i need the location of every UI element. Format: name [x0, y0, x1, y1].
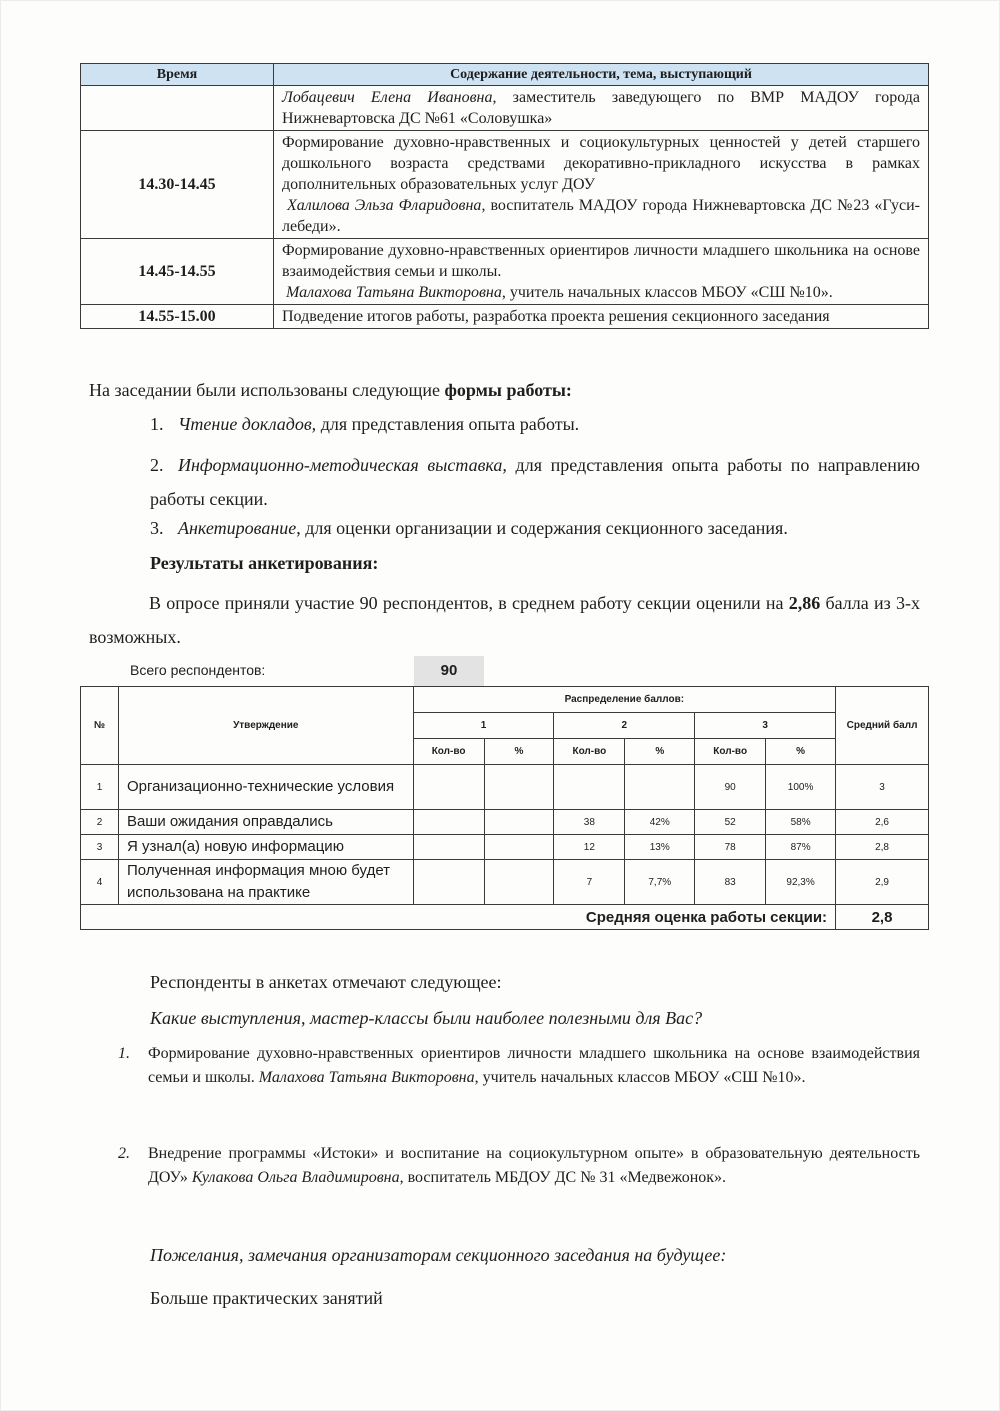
feedback-item: 2. Внедрение программы «Истоки» и воспитание на социокультурном опыте» в образовательную деятельность ДОУ» Кулакова Ольга Владимировна, воспитатель МБДОУ ДС № 31 «Медвежонок».: [118, 1145, 920, 1186]
sub-pct: %: [766, 739, 836, 765]
schedule-content: [274, 86, 929, 131]
header-time: Время: [81, 64, 274, 86]
schedule-row: [81, 305, 929, 329]
topic: Формирование духовно-нравственных и социокультурных ценностей у детей старшего дошкольного возраста средствами декоративно-прикладного искусства в рамках дополнительных образовательных услуг ДОУ: [282, 134, 920, 193]
table-row: 1 Организационно-технические условия 90 100% 3: [81, 765, 929, 810]
sub-pct: %: [625, 739, 695, 765]
statement: Я узнал(а) новую информацию: [118, 835, 413, 860]
sub-count: Кол-во: [695, 739, 766, 765]
schedule-time: 14.45-14.55: [81, 239, 274, 305]
schedule-row: [81, 131, 929, 239]
schedule-row: [81, 86, 929, 131]
forms-intro: На заседании были использованы следующие формы работы:: [89, 380, 572, 400]
col-statement: Утверждение: [118, 687, 413, 765]
header-content: Содержание деятельности, тема, выступающий: [274, 64, 929, 86]
schedule-time: 14.55-15.00: [81, 305, 274, 329]
schedule-header-row: [81, 64, 929, 86]
speaker-name: Халилова Эльза Фларидовна: [287, 197, 482, 214]
group-1: 1: [413, 713, 554, 739]
feedback-question: Какие выступления, мастер-классы были наиболее полезными для Вас?: [150, 1008, 703, 1028]
speaker-name: Лобацевич Елена Ивановна: [282, 89, 493, 106]
schedule-row: [81, 239, 929, 305]
total-row: [81, 905, 929, 930]
feedback-item: 1. Формирование духовно-нравственных ориентиров личности младшего школьника на основе взаимодействия семьи и школы. Малахова Татьяна Викторовна, учитель начальных классов МБОУ «СШ №10».: [118, 1045, 920, 1086]
results-text: В опросе приняли участие 90 респондентов, в среднем работу секции оценили на 2,86 балла из 3-х возможных.: [89, 593, 920, 647]
schedule-time: [81, 86, 274, 131]
respondents-value: 90: [414, 656, 484, 686]
topic: Формирование духовно-нравственных ориентиров личности младшего школьника на основе взаимодействия семьи и школы.: [282, 242, 920, 280]
sub-pct: %: [484, 739, 554, 765]
schedule-content: [274, 131, 929, 239]
table-row: 3 Я узнал(а) новую информацию 12 13% 78 87% 2,8: [81, 835, 929, 860]
speaker-name: Малахова Татьяна Викторовна: [286, 284, 502, 301]
forms-item: 2. Информационно-методическая выставка, для представления опыта работы по направлению работы секции.: [150, 455, 920, 509]
total-value: 2,8: [836, 905, 929, 930]
topic: Подведение итогов работы, разработка проекта решения секционного заседания: [274, 305, 929, 329]
statement: Организационно-технические условия: [118, 765, 413, 810]
group-3: 3: [695, 713, 836, 739]
speaker-details: , воспитатель МАДОУ города Нижневартовска ДС №23 «Гуси-лебеди».: [282, 197, 920, 235]
forms-item: 1. Чтение докладов, для представления опыта работы.: [150, 414, 580, 434]
group-2: 2: [554, 713, 695, 739]
results-heading: Результаты анкетирования:: [150, 553, 379, 573]
sub-count: Кол-во: [413, 739, 484, 765]
table-row: 2 Ваши ожидания оправдались 38 42% 52 58% 2,6: [81, 810, 929, 835]
wishes-question: Пожелания, замечания организаторам секционного заседания на будущее:: [150, 1245, 727, 1265]
survey-table: [80, 686, 929, 930]
schedule-table: [80, 63, 929, 329]
statement: Ваши ожидания оправдались: [118, 810, 413, 835]
feedback-intro: Респонденты в анкетах отмечают следующее:: [150, 972, 502, 992]
statement: Полученная информация мною будет использована на практике: [118, 860, 413, 905]
schedule-time: 14.30-14.45: [81, 131, 274, 239]
speaker-details: , учитель начальных классов МБОУ «СШ №10».: [501, 284, 833, 301]
wishes-answer: Больше практических занятий: [150, 1288, 383, 1308]
sub-count: Кол-во: [554, 739, 625, 765]
col-num: №: [81, 687, 119, 765]
table-row: 4 Полученная информация мною будет использована на практике 7 7,7% 83 92,3% 2,9: [81, 860, 929, 905]
speaker-details: , заместитель заведующего по ВМР МАДОУ города Нижневартовска ДС №61 «Соловушка»: [282, 89, 920, 127]
total-label: Средняя оценка работы секции:: [81, 905, 836, 930]
col-avg: Средний балл: [836, 687, 929, 765]
forms-item: 3. Анкетирование, для оценки организации и содержания секционного заседания.: [150, 518, 788, 538]
schedule-content: [274, 239, 929, 305]
respondents-label: Всего респондентов:: [130, 662, 266, 678]
col-distribution: Распределение баллов:: [413, 687, 835, 713]
